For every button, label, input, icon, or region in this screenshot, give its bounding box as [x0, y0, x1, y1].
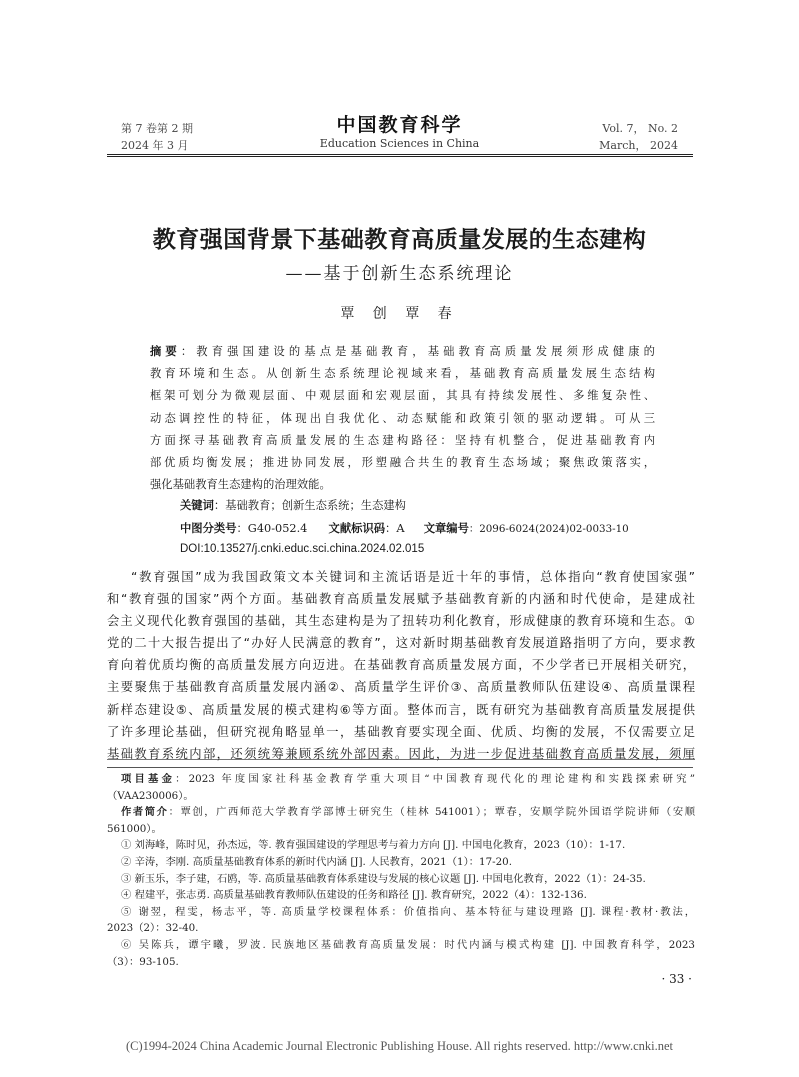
author-bio-line: 作者简介：覃创，广西师范大学教育学部博士研究生（桂林 541001）；覃春，安顺学院外国语学院讲师（安顺: [121, 806, 695, 819]
reference-item-continued: 2023（2）：32-40.: [107, 922, 199, 935]
article-no-value: ：2096-6024(2024)02-0033-10: [468, 523, 629, 535]
body-text: [107, 566, 695, 765]
reference-item: ③ 新玉乐，李子建，石鸥，等. 高质量基础教育体系建设与发展的核心议题 [J]. 中国电化教育，2022（1）：24-35.: [121, 872, 646, 885]
abstract-line: 摘要：教育强国建设的基点是基础教育，基础教育高质量发展须形成健康的: [150, 345, 655, 358]
clc-value: ：G40-052.4: [236, 522, 308, 535]
reference-item-continued: （3）：93-105.: [107, 955, 179, 968]
clc-label: 中图分类号: [180, 522, 237, 535]
volume-issue-cn: 第 7 卷第 2 期: [121, 122, 193, 135]
keywords: [180, 497, 406, 513]
page-number: · 33 ·: [661, 972, 692, 986]
doc-code-label: 文献标识码: [328, 522, 386, 535]
body-line: 基础教育系统内部，还须统筹兼顾系统外部因素。因此，为进一步促进基础教育高质量发展，须厘: [107, 746, 695, 761]
reference-item: ⑤ 谢翌，程雯，杨志平，等. 高质量学校课程体系：价值指向、基本特征与建设理路 [J]. 课程·教材·教法，: [121, 905, 695, 918]
article-authors: 覃 创 覃 春: [340, 306, 459, 322]
fund-line: （VAA230006）。: [107, 789, 194, 802]
fund-label: 项目基金: [121, 773, 176, 785]
body-line: 了许多理论基础，但研究视角略显单一，基础教育要实现全面、优质、均衡的发展，不仅需要立足: [107, 724, 695, 739]
footnote-rule: [107, 767, 693, 768]
article-no-label: 文章编号: [423, 522, 469, 535]
abstract-line: 强化基础教育生态建构的治理效能。: [150, 478, 331, 492]
body-line: 会主义现代化教育强国的基础，其生态建构是为了扭转功利化教育，形成健康的教育环境和生态。①: [107, 614, 695, 629]
body-line: 新样态建设⑤、高质量发展的模式建构⑥等方面。整体而言，既有研究为基础教育高质量发展提供: [107, 702, 695, 717]
keywords-label: 关键词: [180, 499, 214, 512]
reference-item: ⑥ 吴陈兵，谭宇曦，罗波. 民族地区基础教育高质量发展：时代内涵与模式构建 [J]. 中国教育科学，2023: [121, 938, 695, 951]
journal-name-en: Education Sciences in China: [319, 137, 480, 150]
volume-issue-en: Vol. 7， No. 2: [602, 122, 678, 135]
abstract-line: 框架可划分为微观层面、中观层面和宏观层面，其具有持续发展性、多维复杂性、: [150, 389, 655, 403]
body-line: 主要聚焦于基础教育高质量发展内涵②、高质量学生评价③、高质量教师队伍建设④、高质量课程: [107, 680, 695, 695]
journal-name-cn: 中国教育科学: [336, 114, 463, 136]
header-rule: [107, 154, 693, 155]
doc-code-value: ：A: [385, 522, 405, 535]
author-bio-label: 作者简介: [121, 806, 169, 819]
footnotes: [107, 771, 695, 970]
keywords-value: ：基础教育；创新生态系统；生态建构: [213, 499, 406, 512]
abstract-line: 方面探寻基础教育高质量发展的生态建构路径：坚持有机整合，促进基础教育内: [150, 433, 655, 447]
fund-line: 项目基金：2023 年度国家社科基金教育学重大项目“中国教育现代化的理论建构和实践探索研究”: [121, 773, 695, 785]
article-title: 教育强国背景下基础教育高质量发展的生态建构: [152, 227, 647, 253]
abstract-line: 动态调控性的特征，体现出自我优化、动态赋能和政策引领的驱动逻辑。可从三: [150, 411, 655, 425]
classification-line: [180, 520, 629, 536]
body-line: 育向着优质均衡的高质量发展方向迈进。在基础教育高质量发展方面，不少学者已开展相关研究，: [107, 658, 695, 673]
abstract-line: 教育环境和生态。从创新生态系统理论视域来看，基础教育高质量发展生态结构: [150, 367, 655, 381]
author-bio-line: 561000）。: [107, 822, 162, 835]
doi: DOI:10.13527/j.cnki.educ.sci.china.2024.02.015: [180, 543, 425, 555]
header-rule-double: [107, 156, 693, 157]
body-line: “教育强国”成为我国政策文本关键词和主流话语是近十年的事情，总体指向“教育使国家强”: [131, 570, 695, 584]
reference-item: ① 刘海峰，陈时见，孙杰远，等. 教育强国建设的学理思考与着力方向 [J]. 中国电化教育，2023（10）：1-17.: [121, 839, 626, 852]
body-line: 党的二十大报告提出了“办好人民满意的教育”，这对新时期基础教育发展道路指明了方向，要求教: [107, 636, 695, 651]
abstract-line: 部优质均衡发展；推进协同发展，形塑融合共生的教育生态场域；聚焦政策落实，: [150, 455, 655, 469]
copyright-notice: (C)1994-2024 China Academic Journal Electronic Publishing House. All rights reserved. http://www.cnki.net: [125, 1039, 673, 1053]
abstract: [150, 341, 655, 496]
reference-item: ② 辛涛，李刚. 高质量基础教育体系的新时代内涵 [J]. 人民教育，2021（1）：17-20.: [121, 855, 512, 868]
date-cn: 2024 年 3 月: [121, 139, 189, 152]
abstract-label: 摘要: [150, 345, 181, 358]
date-en: March， 2024: [599, 139, 678, 152]
body-line: 和“教育强的国家”两个方面。基础教育高质量发展赋予基础教育新的内涵和时代使命，是建成社: [107, 592, 695, 607]
reference-item: ④ 程建平，张志勇. 高质量基础教育教师队伍建设的任务和路径 [J]. 教育研究，2022（4）：132-136.: [121, 889, 587, 902]
article-subtitle: ——基于创新生态系统理论: [285, 264, 514, 284]
